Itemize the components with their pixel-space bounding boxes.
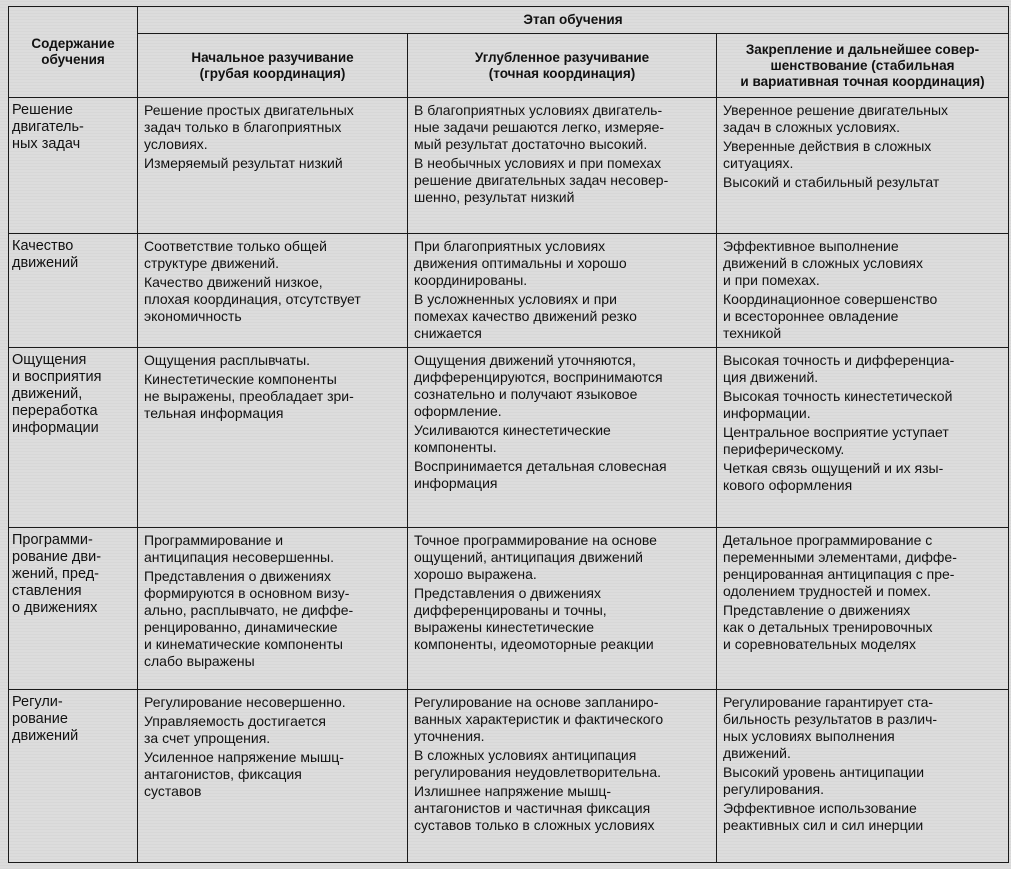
cell-paragraph: Высокая точность и дифференциа- ция движений. (723, 352, 955, 386)
cell-paragraph: В необычных условиях и при помехах решение двигательных задач несовер- шенно, результат низкий (414, 155, 669, 205)
row-topic (9, 233, 138, 347)
header-row-stages (9, 34, 1009, 98)
cell-paragraph: Воспринимается детальная словесная информация (414, 458, 667, 492)
cell-paragraph: Соответствие только общей структуре движений. (144, 237, 327, 271)
column-header-stage-group: Этап обучения (138, 7, 1009, 34)
column-header-stage-2: Углубленное разучивание (точная координация) (408, 34, 717, 98)
cell-paragraph: Регулирование гарантирует ста- бильность результатов в различ- ных условиях выполнения движений. (723, 694, 938, 762)
row-topic-text: Регули- рование движений (12, 694, 79, 745)
cell-paragraph: Качество движений низкое, плохая координация, отсутствует экономичность (144, 273, 361, 324)
cell-paragraph: Усиленное напряжение мышц- антагонистов, фиксация суставов (144, 749, 344, 800)
cell-paragraph: Ощущения движений уточняются, дифференцируются, воспринимаются сознательно и получают языковое оформление. (414, 352, 663, 420)
column-header-stage-3: Закрепление и дальнейшее совер- шенствование (стабильная и вариативная точная координация) (717, 34, 1009, 98)
cell-paragraph: Решение простых двигательных задач только в благоприятных условиях. (144, 102, 354, 152)
stage-3-cell (717, 98, 1009, 234)
row-topic (9, 98, 138, 234)
stage-2-cell (408, 690, 717, 863)
table-row (9, 98, 1009, 234)
cell-paragraph: Точное программирование на основе ощущений, антиципация движений хорошо выражена. (414, 531, 657, 582)
cell-paragraph: В усложненных условиях и при помехах качество движений резко снижается (414, 290, 637, 341)
cell-paragraph: Центральное восприятие уступает периферическому. (723, 424, 949, 458)
table-row (9, 233, 1009, 347)
stage-2-cell (408, 233, 717, 347)
stage-1-cell (138, 690, 408, 863)
cell-paragraph: Высокая точность кинестетической информации. (723, 388, 953, 422)
stage-1-cell (138, 233, 408, 347)
row-topic (9, 348, 138, 528)
row-topic-text: Решение двигатель- ных задач (12, 102, 84, 152)
header-row-top (9, 7, 1009, 34)
column-header-stage-1: Начальное разучивание (грубая координация) (138, 34, 408, 98)
cell-paragraph: Измеряемый результат низкий (144, 155, 343, 171)
cell-paragraph: Представления о движениях формируются в основном визу- ально, расплывчато, не диффе- ренцированно, динамические и кинематические компоненты слабо выражены (144, 567, 354, 669)
cell-paragraph: Эффективное использование реактивных сил и сил инерции (723, 800, 924, 834)
row-topic (9, 527, 138, 689)
column-header-content: Содержание обучения (9, 7, 138, 98)
cell-paragraph: Управляемость достигается за счет упрощения. (144, 713, 327, 747)
cell-paragraph: Регулирование несовершенно. (144, 694, 346, 711)
stage-3-cell (717, 233, 1009, 347)
stage-2-cell (408, 527, 717, 689)
stage-3-cell (717, 690, 1009, 863)
cell-paragraph: Регулирование на основе запланиро- ванных характеристик и фактического уточнения. (414, 694, 664, 745)
row-topic-text: Ощущения и восприятия движений, переработка информации (12, 352, 102, 437)
stage-1-cell (138, 348, 408, 528)
cell-paragraph: Четкая связь ощущений и их язы- кового оформления (723, 460, 944, 494)
cell-paragraph: Программирование и антиципация несовершенны. (144, 531, 335, 565)
stage-3-cell (717, 348, 1009, 528)
cell-paragraph: При благоприятных условиях движения оптимальны и хорошо координированы. (414, 237, 627, 288)
row-topic-text: Качество движений (12, 237, 79, 271)
cell-paragraph: Детальное программирование с переменными элементами, диффе- ренцированная антиципация с пре- одолением трудностей и помех. (723, 531, 957, 599)
table-row (9, 348, 1009, 528)
cell-paragraph: Представление о движениях как о детальных тренировочных и соревновательных моделях (723, 601, 933, 652)
cell-paragraph: Высокий уровень антиципации регулирования. (723, 764, 925, 798)
cell-paragraph: В благоприятных условиях двигатель- ные задачи решаются легко, измеряе- мый результат достаточно высокий. (414, 102, 665, 152)
cell-paragraph: Представления о движениях дифференцированы и точны, выражены кинестетические компоненты, идеомоторные реакции (414, 584, 654, 652)
cell-paragraph: Координационное совершенство и всестороннее овладение техникой (723, 290, 938, 341)
table-body (9, 98, 1009, 863)
stage-1-cell (138, 527, 408, 689)
cell-paragraph: Усиливаются кинестетические компоненты. (414, 422, 611, 456)
stage-1-cell (138, 98, 408, 234)
cell-paragraph: Высокий и стабильный результат (723, 174, 940, 190)
stage-3-cell (717, 527, 1009, 689)
stage-2-cell (408, 348, 717, 528)
stage-2-cell (408, 98, 717, 234)
cell-paragraph: Уверенное решение двигательных задач в сложных условиях. (723, 102, 949, 135)
cell-paragraph: Излишнее напряжение мышц- антагонистов и частичная фиксация суставов только в сложных условиях (414, 783, 655, 834)
cell-paragraph: Кинестетические компоненты не выражены, преобладает зри- тельная информация (144, 371, 354, 422)
cell-paragraph: Эффективное выполнение движений в сложных условиях и при помехах. (723, 237, 923, 288)
cell-paragraph: В сложных условиях антиципация регулирования неудовлетворительна. (414, 747, 662, 781)
learning-stages-table (8, 6, 1009, 863)
row-topic (9, 690, 138, 863)
table-row (9, 527, 1009, 689)
row-topic-text: Программи- рование дви- жений, пред- ставления о движениях (12, 531, 102, 616)
table-row (9, 690, 1009, 863)
cell-paragraph: Уверенные действия в сложных ситуациях. (723, 138, 932, 171)
cell-paragraph: Ощущения расплывчаты. (144, 352, 311, 369)
